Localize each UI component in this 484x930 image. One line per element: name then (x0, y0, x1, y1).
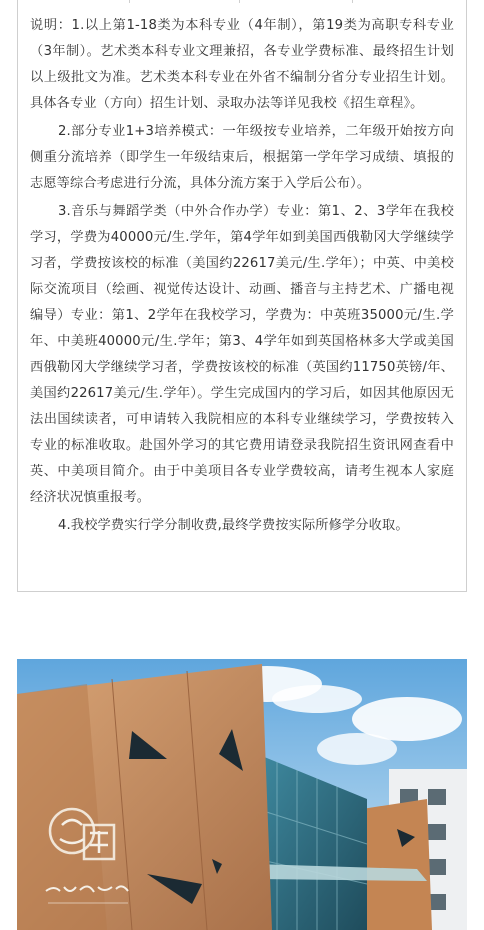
note-paragraph-1: 说明：1.以上第1-18类为本科专业（4年制），第19类为高职专科专业（3年制）。艺术类本科专业文理兼招，各专业学费标准、最终招生计划以上级批文为准。艺术类本科专业在外省不编制分省分专业招生计划。具体各专业（方向）招生计划、录取办法等详见我校《招生章程》。 (30, 18, 454, 111)
note-paragraph-3: 3.音乐与舞蹈学类（中外合作办学）专业：第1、2、3学年在我校学习，学费为40000元/生.学年，第4学年如到美国西俄勒冈大学继续学习者，学费按该校的标准（美国约22617美元/生.学年）；中英、中美校际交流项目（绘画、视觉传达设计、动画、播音与主持艺术、广播电视编导）专业：第1、2学年在我校学习，学费为：中英班35000元/生.学年、中美班40000元/生.学年；第3、4学年如到英国格林多大学或美国西俄勒冈大学继续学习者，学费按该校的标准（英国约11750英镑/年、美国约22617美元/生.学年）。学生完成国内的学习后，如因其他原因无法出国续读者，可申请转入我院相应的本科专业继续学习，学费按转入专业的标准收取。赴国外学习的其它费用请登录我院招生资讯网查看中英、中美项目简介。由于中美项目各专业学费较高，请考生视本人家庭经济状况慎重报考。 (30, 204, 454, 505)
admission-notes-box (17, 0, 467, 592)
note-paragraph-4: 4.我校学费实行学分制收费,最终学费按实际所修学分收取。 (58, 518, 409, 533)
note-paragraph-2: 2.部分专业1+3培养模式：一年级按专业培养，二年级开始按方向侧重分流培养（即学生一年级结束后，根据第一学年学习成绩、填报的志愿等综合考虑进行分流，具体分流方案于入学后公布）。 (30, 124, 454, 191)
college-seal-logo (40, 795, 136, 915)
